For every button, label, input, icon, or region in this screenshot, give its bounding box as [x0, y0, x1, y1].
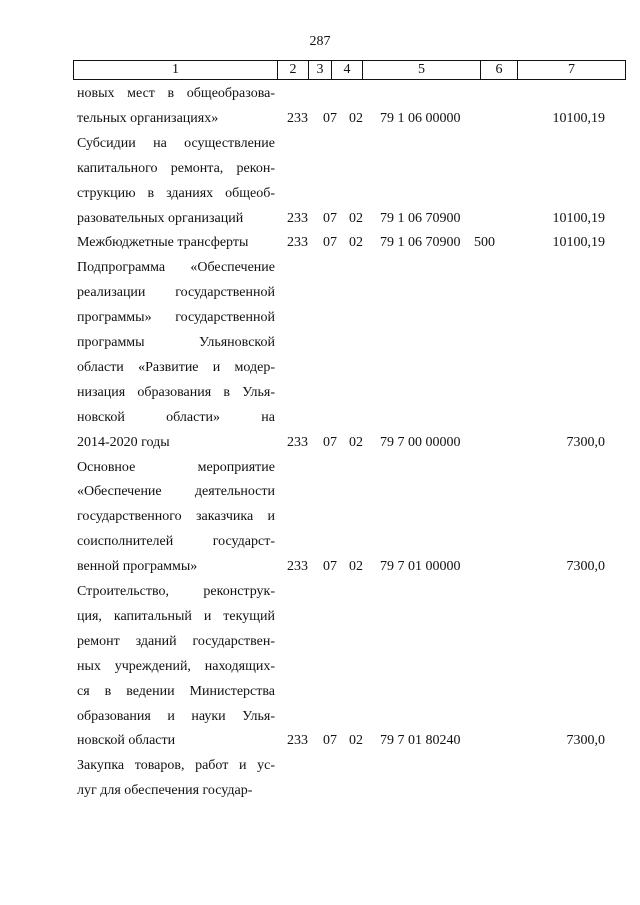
- cell-c4: 02: [349, 235, 363, 251]
- description-line: Межбюджетные трансферты: [77, 235, 249, 251]
- description-line: Основное мероприятие: [77, 459, 275, 475]
- cell-c7: 7300,0: [566, 733, 605, 749]
- cell-c5: 79 7 01 00000: [380, 559, 461, 575]
- table-header: [73, 60, 626, 80]
- description-line: соисполнителей государст-: [77, 534, 275, 550]
- cell-c3: 07: [323, 110, 337, 126]
- cell-c5: 79 7 01 80240: [380, 733, 461, 749]
- header-col-5: 5: [363, 61, 481, 80]
- description-line: реализации государственной: [77, 285, 275, 301]
- description-line: новской области» на: [77, 409, 275, 425]
- description-line: Закупка товаров, работ и ус-: [77, 758, 275, 774]
- cell-c3: 07: [323, 434, 337, 450]
- cell-c2: 233: [287, 559, 308, 575]
- cell-c3: 07: [323, 210, 337, 226]
- description-line: Строительство, реконструк-: [77, 584, 275, 599]
- description-line: новской области: [77, 733, 176, 749]
- description-line: 2014-2020 годы: [77, 434, 170, 450]
- description-line: «Обеспечение деятельности: [77, 484, 275, 500]
- header-col-7: 7: [518, 61, 626, 80]
- cell-c2: 233: [287, 210, 308, 226]
- cell-c5: 79 1 06 70900: [380, 235, 461, 251]
- description-line: образования и науки Улья-: [77, 708, 275, 724]
- cell-c5: 79 1 06 70900: [380, 210, 461, 226]
- cell-c4: 02: [349, 210, 363, 226]
- cell-c4: 02: [349, 733, 363, 749]
- description-line: тельных организациях»: [77, 110, 219, 126]
- header-col-6: 6: [481, 61, 518, 80]
- description-line: программы Ульяновской: [77, 335, 275, 350]
- cell-c4: 02: [349, 434, 363, 450]
- cell-c2: 233: [287, 733, 308, 749]
- cell-c7: 10100,19: [552, 110, 605, 126]
- description-line: капитального ремонта, рекон-: [77, 160, 275, 176]
- description-line: венной программы»: [77, 559, 198, 575]
- description-line: области «Развитие и модер-: [77, 359, 275, 375]
- description-line: разовательных организаций: [77, 210, 244, 226]
- cell-c7: 10100,19: [552, 235, 605, 251]
- description-line: Подпрограмма «Обеспечение: [77, 260, 275, 276]
- description-line: новых мест в общеобразова-: [77, 86, 275, 101]
- description-line: ремонт зданий государствен-: [77, 633, 275, 649]
- cell-c3: 07: [323, 733, 337, 749]
- description-line: Субсидии на осуществление: [77, 135, 275, 151]
- description-line: ных учреждений, находящих-: [77, 658, 275, 674]
- description-line: струкцию в зданиях общеоб-: [77, 185, 275, 201]
- header-col-1: 1: [74, 61, 278, 80]
- cell-c6: 500: [474, 235, 495, 251]
- cell-c3: 07: [323, 235, 337, 251]
- description-line: луг для обеспечения государ-: [77, 783, 253, 799]
- cell-c5: 79 1 06 00000: [380, 110, 461, 126]
- description-line: государственного заказчика и: [77, 509, 275, 525]
- cell-c7: 7300,0: [566, 434, 605, 450]
- description-line: низация образования в Улья-: [77, 384, 275, 400]
- header-col-2: 2: [278, 61, 309, 80]
- header-col-3: 3: [309, 61, 332, 80]
- cell-c2: 233: [287, 110, 308, 126]
- cell-c4: 02: [349, 110, 363, 126]
- header-col-4: 4: [332, 61, 363, 80]
- cell-c2: 233: [287, 434, 308, 450]
- cell-c7: 7300,0: [566, 559, 605, 575]
- description-line: программы» государственной: [77, 310, 275, 326]
- cell-c2: 233: [287, 235, 308, 251]
- cell-c4: 02: [349, 559, 363, 575]
- cell-c7: 10100,19: [552, 210, 605, 226]
- page-number: 287: [309, 34, 331, 49]
- description-line: ция, капитальный и текущий: [77, 608, 275, 624]
- description-line: ся в ведении Министерства: [77, 683, 275, 699]
- cell-c3: 07: [323, 559, 337, 575]
- cell-c5: 79 7 00 00000: [380, 434, 461, 450]
